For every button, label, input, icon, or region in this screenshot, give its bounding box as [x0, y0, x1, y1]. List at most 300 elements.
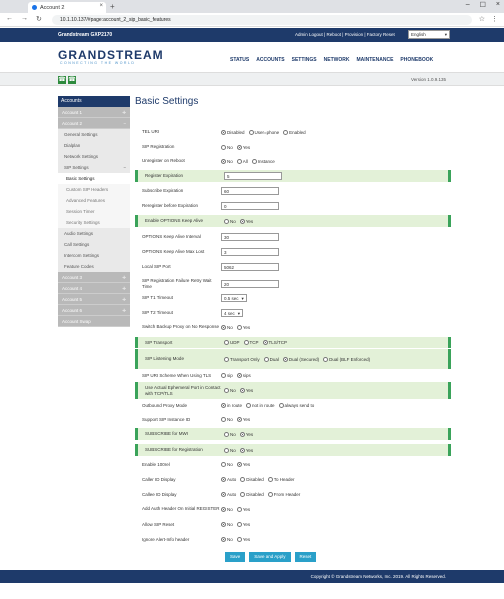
radio-label: Dual	[269, 356, 279, 362]
browser-tab-bar	[0, 0, 504, 13]
field-control	[224, 219, 448, 224]
radio-label: No	[227, 537, 233, 542]
field-label: Reregister before Expiration	[142, 203, 199, 208]
field-control	[224, 432, 448, 437]
logo: GRANDSTREAM	[58, 48, 164, 62]
radio-label: No	[230, 388, 236, 393]
field-row-rel100	[135, 459, 451, 470]
radio-button[interactable]	[279, 403, 284, 408]
sidebar	[58, 96, 130, 327]
radio-option[interactable]	[268, 492, 301, 497]
radio-button[interactable]	[224, 432, 229, 437]
radio-label: No	[227, 144, 233, 150]
field-control	[221, 263, 451, 271]
radio-option[interactable]	[237, 417, 250, 422]
radio-button[interactable]	[252, 159, 257, 164]
radio-option[interactable]	[221, 507, 233, 512]
radio-option[interactable]	[224, 219, 236, 224]
radio-option[interactable]	[246, 403, 275, 408]
radio-button[interactable]	[249, 130, 254, 135]
radio-label: No	[230, 218, 236, 224]
field-control	[221, 325, 451, 330]
radio-button[interactable]	[244, 340, 249, 345]
radio-option[interactable]	[279, 403, 315, 408]
field-control	[221, 537, 451, 542]
field-control	[224, 172, 448, 180]
minimize-icon[interactable]: –	[465, 1, 470, 8]
radio-option[interactable]	[237, 159, 248, 164]
field-row-cid-disp	[135, 474, 451, 485]
radio-button[interactable]	[240, 477, 245, 482]
field-label: Enable 100rel	[142, 461, 170, 467]
sidebar-item-account-1[interactable]: Account 1 ✛	[58, 107, 130, 118]
radio-button[interactable]	[283, 130, 288, 135]
field-label: Use Actual Ephemeral Port in Contact with TCP/TLS	[145, 384, 221, 396]
radio-label: in route	[227, 403, 243, 408]
field-label: Register Expiration	[145, 173, 184, 178]
radio-button[interactable]	[237, 417, 242, 422]
radio-label: Auto	[227, 477, 237, 482]
field-row-auth-hdr	[135, 502, 451, 516]
field-row-retry	[135, 276, 451, 292]
radio-label: sip	[227, 373, 233, 378]
field-row-reg-exp	[135, 170, 451, 182]
radio-label: Yes	[242, 537, 251, 542]
radio-option[interactable]	[240, 477, 264, 482]
tab-title: Account 2	[40, 4, 65, 11]
radio-label: not in route	[252, 403, 275, 408]
radio-option[interactable]	[237, 373, 251, 378]
sidebar-item-feature-codes[interactable]: Feature Codes	[58, 261, 130, 272]
radio-label: No	[230, 447, 236, 453]
sidebar-item-basic[interactable]: Basic Settings	[58, 173, 130, 184]
sidebar-item-call[interactable]: Call Settings	[58, 239, 130, 250]
field-label: SUBSCRIBE for MWI	[145, 431, 189, 436]
radio-option[interactable]	[237, 145, 250, 150]
main-content	[135, 96, 451, 116]
sidebar-item-dialplan[interactable]: Dialplan	[58, 140, 130, 151]
sidebar-item-sip[interactable]: SIP Settings −	[58, 162, 130, 173]
field-control	[221, 248, 451, 256]
radio-button[interactable]	[221, 145, 226, 150]
radio-button[interactable]	[221, 462, 226, 467]
radio-option[interactable]	[221, 477, 236, 482]
radio-option[interactable]	[268, 477, 295, 482]
field-label: SIP T1 Timeout	[142, 294, 173, 300]
sidebar-item-advanced[interactable]: Advanced Features	[58, 195, 130, 206]
nav-accounts[interactable]: ACCOUNTS	[256, 57, 285, 63]
radio-label: Yes	[242, 417, 251, 422]
radio-button[interactable]	[221, 492, 226, 497]
radio-label: No	[227, 324, 233, 330]
field-label: Enable OPTIONS Keep Alive	[145, 218, 204, 223]
maximize-icon[interactable]: ☐	[479, 2, 486, 9]
field-control	[221, 417, 451, 422]
field-row-listen	[135, 349, 451, 369]
text-input[interactable]: 5	[224, 172, 282, 180]
sidebar-item-audio[interactable]: Audio Settings	[58, 228, 130, 239]
radio-label: Yes	[245, 447, 254, 453]
radio-button[interactable]	[224, 340, 229, 345]
field-label: SUBSCRIBE for Registration	[145, 447, 203, 452]
field-label: SIP Listening Mode	[145, 356, 184, 361]
radio-button[interactable]	[224, 219, 229, 224]
radio-option[interactable]	[224, 432, 236, 437]
field-control	[221, 187, 451, 195]
menu-icon[interactable]: ⋮	[491, 16, 498, 23]
field-label: Local SIP Port	[142, 264, 171, 269]
field-row-sip-reg	[135, 142, 451, 152]
field-row-instance-id	[135, 414, 451, 425]
back-icon[interactable]: ←	[6, 15, 13, 22]
save-button[interactable]: Save	[225, 552, 245, 562]
radio-label: Disabled	[246, 492, 264, 497]
radio-button[interactable]	[237, 522, 242, 527]
radio-label: To Header	[273, 477, 295, 482]
radio-option[interactable]	[224, 388, 236, 393]
radio-button[interactable]	[221, 522, 226, 527]
field-label: Switch Backup Proxy on No Response	[142, 324, 220, 329]
radio-option[interactable]	[237, 325, 250, 330]
field-label: Allow SIP Reset	[142, 521, 175, 527]
field-label: Callee ID Display	[142, 491, 177, 497]
radio-option[interactable]	[264, 357, 279, 362]
field-label: Add Auth Header On Initial REGISTER	[142, 506, 220, 511]
firmware-version: Version 1.0.9.135	[410, 77, 446, 82]
radio-label: No	[227, 506, 233, 512]
expand-icon: ✛	[122, 110, 126, 115]
radio-button[interactable]	[240, 388, 245, 393]
favicon-icon	[32, 5, 37, 10]
close-tab-icon[interactable]: ×	[99, 3, 103, 9]
radio-button[interactable]	[240, 432, 245, 437]
reload-icon[interactable]: ↻	[36, 16, 42, 23]
phone-status-icon[interactable]: ☎	[58, 77, 66, 83]
field-control	[224, 388, 448, 393]
field-row-cid-disp2	[135, 489, 451, 500]
radio-label: Yes	[242, 506, 251, 512]
field-row-backup	[135, 320, 451, 334]
radio-option[interactable]	[240, 448, 253, 453]
field-label: SIP Registration	[142, 144, 175, 149]
radio-option[interactable]	[221, 403, 242, 408]
radio-button[interactable]	[237, 462, 242, 467]
radio-button[interactable]	[237, 507, 242, 512]
collapse-icon: −	[123, 121, 126, 126]
radio-label: Yes	[242, 462, 251, 467]
field-control	[221, 492, 451, 497]
radio-button[interactable]	[323, 357, 328, 362]
field-label: OPTIONS Keep Alive Max Lost	[142, 249, 205, 254]
field-label: OPTIONS Keep Alive Interval	[142, 234, 201, 239]
page-title: Basic Settings	[135, 96, 199, 107]
reset-button[interactable]: Reset	[295, 552, 317, 562]
field-label: Subscribe Expiration	[142, 188, 184, 193]
radio-button[interactable]	[221, 130, 226, 135]
field-row-t1	[135, 292, 451, 303]
field-row-sub-reg	[135, 444, 451, 456]
radio-label: Dual (Secured)	[288, 356, 320, 362]
radio-label: Yes	[245, 218, 254, 224]
expand-icon: ✛	[122, 308, 126, 313]
field-row-tel-uri	[135, 127, 451, 137]
radio-label: Dual (BLF Enforced)	[329, 356, 371, 362]
radio-label: always send to	[284, 403, 315, 408]
field-row-opt-int	[135, 231, 451, 243]
radio-button[interactable]	[268, 477, 273, 482]
radio-button[interactable]	[263, 340, 268, 345]
sidebar-item-account-2[interactable]: Account 2 −	[58, 118, 130, 129]
expand-icon: ✛	[122, 297, 126, 302]
field-control	[221, 233, 451, 241]
new-tab-icon[interactable]: +	[110, 2, 115, 11]
language-select[interactable]: English ▾	[408, 30, 450, 39]
dropdown-select[interactable]: 4 sec ▾	[221, 309, 243, 317]
url-input[interactable]: 10.1.10.137/#page:account_2_sip_basic_features	[52, 15, 472, 25]
sidebar-item-session-timer[interactable]: Session Timer	[58, 206, 130, 217]
radio-button[interactable]	[221, 403, 226, 408]
field-control	[221, 507, 451, 512]
field-control	[221, 280, 451, 288]
radio-label: Disabled	[246, 477, 264, 482]
field-control	[221, 403, 451, 408]
radio-label: No	[227, 158, 233, 164]
radio-button[interactable]	[237, 537, 242, 542]
field-row-opt-keep	[135, 215, 451, 227]
nav-network[interactable]: NETWORK	[323, 57, 350, 63]
expand-icon: ✛	[122, 275, 126, 280]
sidebar-item-account-6[interactable]: Account 6 ✛	[58, 305, 130, 316]
radio-label: UDP	[230, 340, 240, 345]
radio-button[interactable]	[283, 357, 288, 362]
radio-option[interactable]	[221, 159, 233, 164]
sidebar-item-account-swap[interactable]: Account Swap	[58, 316, 130, 327]
device-top-strip	[0, 28, 504, 42]
radio-label: Yes	[242, 522, 251, 527]
radio-button[interactable]	[221, 477, 226, 482]
radio-button[interactable]	[240, 219, 245, 224]
radio-option[interactable]	[240, 432, 253, 437]
radio-label: All	[242, 158, 248, 164]
field-label: SIP T2 Timeout	[142, 309, 173, 315]
field-row-uri-scheme	[135, 370, 451, 381]
radio-button[interactable]	[221, 373, 226, 378]
line-status-icon[interactable]: ☎	[68, 77, 76, 83]
sidebar-item-intercom[interactable]: Intercom Settings	[58, 250, 130, 261]
field-row-alert	[135, 534, 451, 545]
radio-option[interactable]	[240, 492, 264, 497]
radio-button[interactable]	[240, 448, 245, 453]
field-control	[221, 477, 451, 482]
radio-button[interactable]	[268, 492, 273, 497]
text-input[interactable]: 5062	[221, 263, 279, 271]
radio-button[interactable]	[221, 325, 226, 330]
field-row-t2	[135, 307, 451, 318]
field-control	[224, 340, 448, 345]
copyright: Copyright © Grandstream Networks, Inc. 2019. All Rights Reserved.	[310, 574, 446, 579]
radio-label: Disabled	[227, 129, 245, 135]
main-nav	[230, 57, 433, 63]
radio-option[interactable]	[221, 417, 233, 422]
field-label: Outbound Proxy Mode	[142, 402, 188, 408]
field-label: Unregister on Reboot	[142, 158, 185, 163]
radio-option[interactable]	[221, 325, 233, 330]
sidebar-item-account-5[interactable]: Account 5 ✛	[58, 294, 130, 305]
radio-option[interactable]	[237, 537, 250, 542]
sidebar-item-account-3[interactable]: Account 3 ✛	[58, 272, 130, 283]
radio-option[interactable]	[237, 522, 250, 527]
field-row-rereg	[135, 200, 451, 212]
field-control	[221, 309, 451, 317]
radio-button[interactable]	[240, 492, 245, 497]
radio-option[interactable]	[323, 357, 370, 362]
sidebar-item-security[interactable]: Security Settings	[58, 217, 130, 228]
radio-option[interactable]	[224, 357, 260, 362]
save-apply-button[interactable]: Save and Apply	[249, 552, 290, 562]
field-row-sip-reset	[135, 519, 451, 530]
radio-button[interactable]	[221, 537, 226, 542]
field-control	[221, 462, 451, 467]
field-control	[221, 130, 451, 135]
field-row-opt-max	[135, 246, 451, 258]
radio-label: Auto	[227, 492, 237, 497]
radio-button[interactable]	[246, 403, 251, 408]
radio-label: TLS/TCP	[268, 340, 288, 345]
text-input[interactable]: 30	[221, 233, 279, 241]
radio-option[interactable]	[221, 145, 233, 150]
action-buttons	[225, 552, 316, 562]
radio-label: TCP	[249, 340, 259, 345]
radio-label: Yes	[242, 324, 251, 330]
field-control	[224, 448, 448, 453]
chevron-down-icon: ▾	[444, 32, 447, 37]
status-bar	[0, 72, 504, 86]
star-icon[interactable]: ☆	[478, 16, 485, 23]
radio-button[interactable]	[237, 145, 242, 150]
radio-label: Instance	[257, 158, 275, 164]
radio-button[interactable]	[221, 159, 226, 164]
radio-option[interactable]	[263, 340, 288, 345]
collapse-icon: −	[123, 165, 126, 170]
radio-option[interactable]	[237, 462, 250, 467]
radio-option[interactable]	[283, 130, 306, 135]
text-input[interactable]: 20	[221, 280, 279, 288]
field-label: SIP Transport	[145, 339, 173, 345]
radio-label: No	[227, 522, 233, 527]
radio-option[interactable]	[252, 159, 275, 164]
radio-option[interactable]	[224, 340, 240, 345]
radio-button[interactable]	[224, 357, 229, 362]
text-input[interactable]: 0	[221, 202, 279, 210]
radio-button[interactable]	[264, 357, 269, 362]
sidebar-item-network[interactable]: Network Settings	[58, 151, 130, 162]
field-row-ephemeral	[135, 382, 451, 399]
radio-button[interactable]	[237, 159, 242, 164]
radio-label: Enabled	[289, 129, 306, 135]
model-name: Grandstream GXP2170	[58, 32, 113, 38]
text-input[interactable]: 3	[221, 248, 279, 256]
close-window-icon[interactable]: ×	[495, 1, 500, 8]
radio-label: No	[227, 462, 233, 467]
field-row-outbound	[135, 400, 451, 411]
field-row-sub-mwi	[135, 428, 451, 440]
radio-button[interactable]	[224, 448, 229, 453]
radio-button[interactable]	[237, 373, 242, 378]
field-row-local-port	[135, 261, 451, 273]
radio-button[interactable]	[237, 325, 242, 330]
admin-links[interactable]: Admin Logout | Reboot | Provision | Factory Reset	[295, 32, 395, 37]
sidebar-item-account-4[interactable]: Account 4 ✛	[58, 283, 130, 294]
radio-option[interactable]	[240, 388, 253, 393]
sidebar-item-general[interactable]: General Settings	[58, 129, 130, 140]
chevron-down-icon: ▾	[237, 310, 241, 316]
field-control	[221, 522, 451, 527]
radio-option[interactable]	[240, 219, 253, 224]
field-control	[221, 373, 451, 378]
dropdown-select[interactable]: 0.5 sec ▾	[221, 294, 247, 302]
sidebar-item-custom-headers[interactable]: Custom SIP Headers	[58, 184, 130, 195]
radio-option[interactable]	[221, 130, 245, 135]
text-input[interactable]: 60	[221, 187, 279, 195]
nav-settings[interactable]: SETTINGS	[291, 57, 317, 63]
radio-label: No	[227, 417, 233, 422]
radio-button[interactable]	[221, 417, 226, 422]
nav-maintenance[interactable]: MAINTENANCE	[356, 57, 394, 63]
radio-option[interactable]	[221, 492, 236, 497]
field-row-transport	[135, 337, 451, 348]
footer	[0, 570, 504, 583]
radio-button[interactable]	[221, 507, 226, 512]
radio-option[interactable]	[221, 373, 233, 378]
field-label: Ignore Alert-Info header	[142, 536, 190, 542]
forward-icon[interactable]: →	[21, 15, 28, 22]
field-label: SIP URI Scheme When Using TLS	[142, 372, 212, 378]
field-row-unreg	[135, 156, 451, 166]
radio-option[interactable]	[237, 507, 250, 512]
address-bar-row	[0, 13, 504, 27]
browser-tab[interactable]	[28, 2, 106, 13]
header	[0, 42, 504, 72]
radio-option[interactable]	[221, 462, 233, 467]
expand-icon: ✛	[122, 286, 126, 291]
radio-option[interactable]	[244, 340, 259, 345]
field-control	[224, 357, 448, 362]
nav-status[interactable]: STATUS	[230, 57, 250, 63]
radio-label: No	[230, 431, 236, 437]
radio-option[interactable]	[249, 130, 280, 135]
radio-label: From Header	[273, 492, 301, 497]
radio-label: Yes	[245, 431, 254, 437]
chevron-down-icon: ▾	[241, 295, 244, 301]
field-control	[221, 202, 451, 210]
radio-option[interactable]	[283, 357, 319, 362]
tagline: CONNECTING THE WORLD	[60, 61, 136, 65]
field-control	[221, 159, 451, 164]
nav-phonebook[interactable]: PHONEBOOK	[400, 57, 434, 63]
radio-label: Transport Only	[230, 356, 260, 362]
radio-option[interactable]	[224, 448, 236, 453]
radio-option[interactable]	[221, 537, 233, 542]
radio-button[interactable]	[224, 388, 229, 393]
field-row-sub-exp	[135, 185, 451, 197]
field-control	[221, 145, 451, 150]
radio-label: sips	[242, 373, 251, 378]
field-label: Support SIP Instance ID	[142, 416, 191, 422]
field-control	[221, 294, 451, 302]
radio-label: User=phone	[254, 129, 280, 135]
radio-option[interactable]	[221, 522, 233, 527]
field-label: Caller ID Display	[142, 476, 176, 482]
